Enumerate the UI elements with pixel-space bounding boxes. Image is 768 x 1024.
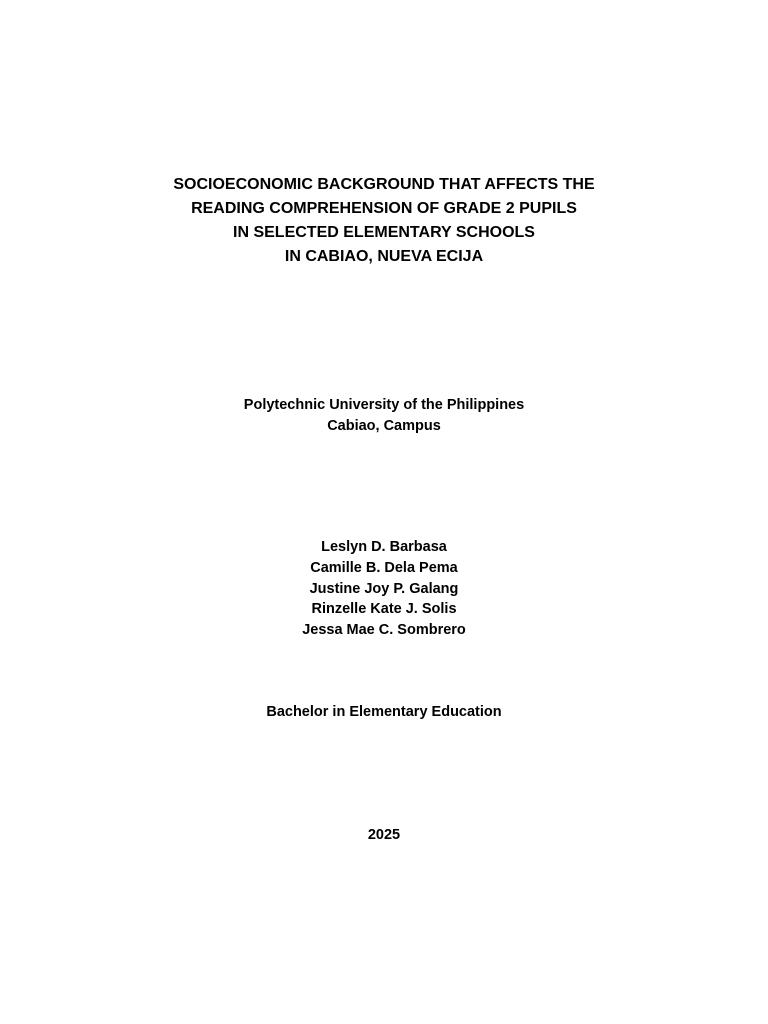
document-title <box>0 173 768 269</box>
institution-block <box>0 395 768 436</box>
degree-program: Bachelor in Elementary Education <box>266 704 502 720</box>
title-line: READING COMPREHENSION OF GRADE 2 PUPILS <box>191 200 577 217</box>
title-line: IN CABIAO, NUEVA ECIJA <box>284 248 484 265</box>
author-name: Camille B. Dela Pema <box>310 559 458 576</box>
institution-campus: Cabiao, Campus <box>327 417 441 434</box>
author-name: Jessa Mae C. Sombrero <box>302 622 466 639</box>
institution-name: Polytechnic University of the Philippines <box>243 397 525 413</box>
author-name: Justine Joy P. Galang <box>309 580 459 597</box>
publication-year: 2025 <box>367 827 401 843</box>
title-line: SOCIOECONOMIC BACKGROUND THAT AFFECTS THE <box>173 176 595 193</box>
authors-list <box>0 537 768 641</box>
author-name: Rinzelle Kate J. Solis <box>311 601 457 618</box>
title-line: IN SELECTED ELEMENTARY SCHOOLS <box>233 224 535 241</box>
author-name: Leslyn D. Barbasa <box>321 539 447 555</box>
